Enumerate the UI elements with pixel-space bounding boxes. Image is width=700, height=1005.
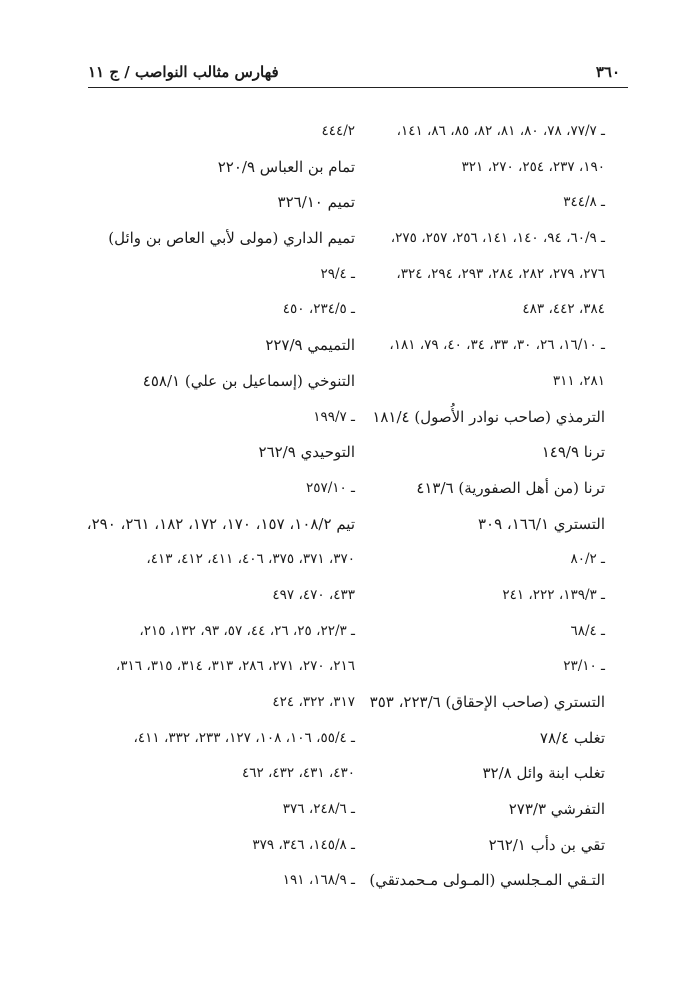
index-entry-line: ـ ١٩٩/٧ bbox=[313, 408, 355, 425]
index-entry-line: ـ ٢٢/٣، ٢٥، ٢٦، ٤٤، ٥٧، ٩٣، ١٣٢، ٢١٥، bbox=[139, 622, 355, 639]
index-entry-line: التوحيدي ٢٦٢/٩ bbox=[258, 443, 355, 462]
index-entry-line: التـقي المـجلسي (المـولى مـحمدتقي) bbox=[369, 871, 605, 890]
index-entry-line: ـ ١٦٨/٩، ١٩١ bbox=[282, 872, 355, 889]
index-entry-line: ٢١٦، ٢٧٠، ٢٧١، ٢٨٦، ٣١٣، ٣١٤، ٣١٥، ٣١٦، bbox=[115, 658, 355, 675]
header-rule bbox=[88, 87, 628, 88]
index-entry-line: ٤٤٤/٢ bbox=[321, 123, 355, 139]
index-entry-line: تمام بن العباس ٢٢٠/٩ bbox=[217, 157, 355, 176]
index-entry-line: ٣١٧، ٣٢٢، ٤٢٤ bbox=[272, 694, 355, 710]
index-entry-line: ـ ٢٤٨/٦، ٣٧٦ bbox=[282, 801, 355, 818]
running-head bbox=[88, 63, 628, 87]
running-title: فهارس مثالب النواصب / ج ١١ bbox=[88, 63, 279, 81]
index-entry-line: التستري ١٦٦/١، ٣٠٩ bbox=[477, 514, 605, 533]
index-entry-line: ـ ٨٠/٢ bbox=[570, 551, 605, 568]
index-entry-line: ٣٨٤، ٤٤٢، ٤٨٣ bbox=[522, 301, 605, 318]
index-entry-line: ترنا (من أهل الصفورية) ٤١٣/٦ bbox=[416, 478, 605, 497]
index-entry-line: ٣٧٠، ٣٧١، ٣٧٥، ٤٠٦، ٤١١، ٤١٢، ٤١٣، bbox=[146, 551, 355, 568]
index-entry-line: ٤٣٠، ٤٣١، ٤٣٢، ٤٦٢ bbox=[241, 765, 355, 782]
index-entry-line: ـ ٢٩/٤ bbox=[320, 265, 355, 282]
index-entry-line: التستري (صاحب الإحقاق) ٢٢٣/٦، ٣٥٣ bbox=[369, 693, 605, 711]
index-entry-line: تقي بن دأب ٢٦٢/١ bbox=[488, 835, 605, 854]
index-column-left bbox=[86, 114, 355, 899]
index-entry-line: ـ ٦٠/٩، ٩٤، ١٤٠، ١٤١، ٢٥٦، ٢٥٧، ٢٧٥، bbox=[390, 230, 605, 247]
index-entry-line: تغلب ابنة وائل ٣٢/٨ bbox=[482, 764, 605, 783]
index-entry-line: ـ ٢٥٧/١٠ bbox=[305, 479, 355, 496]
index-entry-line: ـ ٧٧/٧، ٧٨، ٨٠، ٨١، ٨٢، ٨٥، ٨٦، ١٤١، bbox=[396, 123, 605, 139]
index-entry-line: التنوخي (إسماعيل بن علي) ٤٥٨/١ bbox=[142, 371, 355, 390]
index-entry-line: تميم الداري (مولى لأبي العاص بن وائل) bbox=[108, 229, 355, 248]
index-entry-line: ـ ٢٣٤/٥، ٤٥٠ bbox=[282, 301, 355, 318]
index-column-right bbox=[340, 114, 605, 899]
index-entry-line: ترنا ١٤٩/٩ bbox=[541, 443, 605, 462]
index-entry-line: ـ ٣٤٤/٨ bbox=[563, 194, 605, 211]
index-entry-line: ١٩٠، ٢٣٧، ٢٥٤، ٢٧٠، ٣٢١ bbox=[461, 158, 605, 175]
index-entry-line: تميم ٣٢٦/١٠ bbox=[277, 193, 355, 212]
index-entry-line: تغلب ٧٨/٤ bbox=[539, 728, 605, 747]
index-entry-line: ٢٨١، ٣١١ bbox=[552, 372, 605, 389]
index-entry-line: ـ ٦٨/٤ bbox=[570, 622, 605, 639]
index-entry-line: التميمي ٢٢٧/٩ bbox=[265, 336, 355, 355]
index-entry-line: ـ ٢٣/١٠ bbox=[563, 658, 605, 675]
index-entry-line: ـ ١٤٥/٨، ٣٤٦، ٣٧٩ bbox=[252, 836, 355, 853]
index-entry-line: تيم ١٠٨/٢، ١٥٧، ١٧٠، ١٧٢، ١٨٢، ٢٦١، ٢٩٠، bbox=[86, 514, 355, 533]
index-entry-line: ـ ١٦/١٠، ٢٦، ٣٠، ٣٣، ٣٤، ٤٠، ٧٩، ١٨١، bbox=[389, 337, 605, 354]
index-entry-line: التفرشي ٢٧٣/٣ bbox=[508, 800, 605, 819]
index-entry-line: الترمذي (صاحب نوادر الأُصول) ١٨١/٤ bbox=[372, 407, 605, 426]
index-entry-line: ـ ١٣٩/٣، ٢٢٢، ٢٤١ bbox=[502, 586, 605, 603]
index-entry-line: ـ ٥٥/٤، ١٠٦، ١٠٨، ١٢٧، ٢٣٣، ٣٣٢، ٤١١، bbox=[133, 729, 355, 746]
index-entry-line: ٤٣٣، ٤٧٠، ٤٩٧ bbox=[272, 586, 355, 603]
index-entry-line: ٢٧٦، ٢٧٩، ٢٨٢، ٢٨٤، ٢٩٣، ٢٩٤، ٣٢٤، bbox=[396, 265, 605, 282]
page-number: ٣٦٠ bbox=[595, 63, 620, 81]
